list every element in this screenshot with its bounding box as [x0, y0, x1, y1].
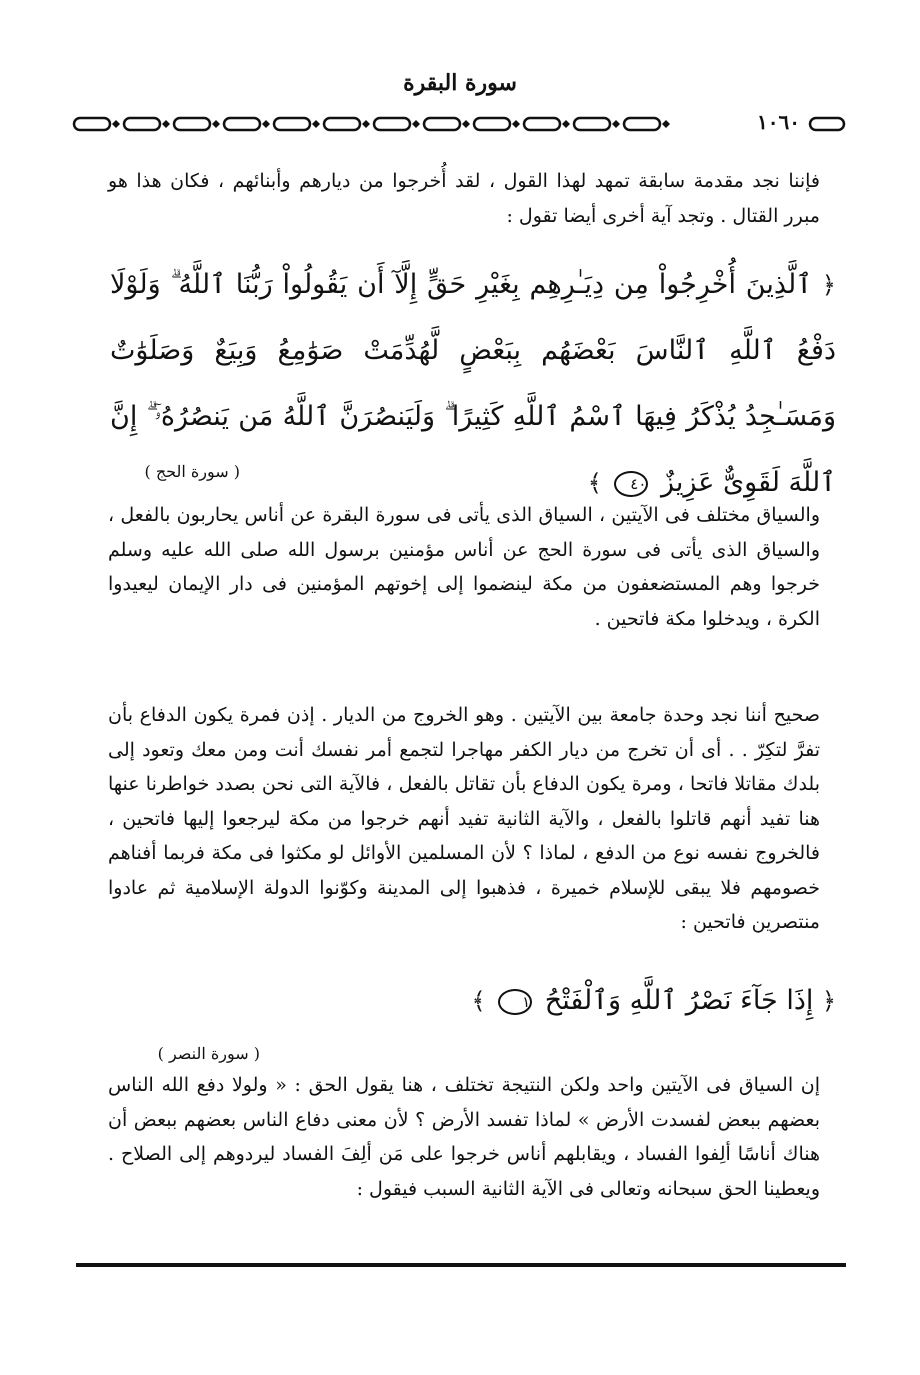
body-paragraph: إن السياق فى الآيتين واحد ولكن النتيجة تختلف ، هنا يقول الحق : « ولولا دفع الله الناس بعضهم ببعض لفسدت الأرض » لماذا تفسد الأرض ؟ لأن معنى دفاع الناس بعضهم ببعض أن هناك أناسًا ألِفوا الفساد ، ويقابلهم أناس خرجوا على مَن ألِفَ الفساد ليردوهم إلى الصلاح . ويعطينا الحق سبحانه وتعالى فى الآية الثانية السبب فيقول : [108, 1074, 820, 1200]
border-diamond [212, 120, 220, 128]
surah-title: سورة البقرة [403, 70, 517, 96]
verse-open-bracket: ﴿ [821, 987, 836, 1015]
border-diamond [612, 120, 620, 128]
border-diamond [362, 120, 370, 128]
border-diamond [312, 120, 320, 128]
border-link [274, 118, 310, 130]
body-paragraph: صحيح أننا نجد وحدة جامعة بين الآيتين . وهو الخروج من الديار . إذن فمرة يكون الدفاع بأن تفرَّ لتكِرّ . . أى أن تخرج من ديار الكفر مهاجرا لتجمع أمر نفسك أنت ومن معك وتعود إلى بلدك مقاتلا فاتحا ، ومرة يكون الدفاع بأن تقاتل بالفعل ، فالآية التى نحن بصدد خواطرنا عنها هنا تفيد أنهم قاتلوا بالفعل ، والآية الثانية تفيد أنهم خرجوا من مكة ليرجعوا إليها فاتحين ، فالخروج نفسه نوع من الدفع ، لماذا ؟ لأن المسلمين الأوائل لو مكثوا فى مكة فربما أفناهم خصومهم فلا يبقى للإسلام خميرة ، فذهبوا إلى المدينة وكوّنوا الدولة الإسلامية ثم عادوا منتصرين فاتحين : [108, 704, 820, 933]
verse-open-bracket: ﴿ [821, 271, 836, 299]
border-link [574, 118, 610, 130]
border-link [524, 118, 560, 130]
border-diamond [112, 120, 120, 128]
border-diamond [412, 120, 420, 128]
header-border-row [70, 112, 850, 136]
border-diamond [512, 120, 520, 128]
border-link [174, 118, 210, 130]
verse-close-bracket: ﴾ [471, 987, 486, 1015]
intro-paragraph: فإننا نجد مقدمة سابقة تمهد لهذا القول ، لقد أُخرجوا من ديارهم وأبنائهم ، فكان هذا هو مبرر القتال . وتجد آية أخرى أيضا تقول : [108, 170, 820, 227]
bottom-rule [76, 1263, 846, 1267]
border-link [74, 118, 110, 130]
border-diamond [462, 120, 470, 128]
verse-text: ٱلَّذِينَ أُخْرِجُواْ مِن دِيَـٰرِهِم بِغَيْرِ حَقٍّ إِلَّآ أَن يَقُولُواْ رَبُّنَا ٱللَّهُ ۗ وَلَوْلَا دَفْعُ ٱللَّهِ ٱلنَّاسَ بَعْضَهُم بِبَعْضٍ لَّهُدِّمَتْ صَوَٰمِعُ وَبِيَعٌ وَصَلَوَٰتٌ وَمَسَـٰجِدُ يُذْكَرُ فِيهَا ٱسْمُ ٱللَّهِ كَثِيرًا ۗ وَلَيَنصُرَنَّ ٱللَّهُ مَن يَنصُرُهُۥٓ ۗ إِنَّ ٱللَّهَ لَقَوِىٌّ عَزِيزٌ [110, 269, 836, 498]
verse-close-bracket: ﴾ [587, 469, 602, 497]
page-number: ١٠٦٠ [757, 110, 800, 134]
verse-source-label: ( سورة الحج ) [144, 462, 240, 481]
border-diamond [162, 120, 170, 128]
verse-source-label: ( سورة النصر ) [157, 1044, 260, 1063]
ornamental-border [70, 112, 850, 136]
border-diamond [562, 120, 570, 128]
ayah-number-marker: ٤٠ [614, 471, 648, 497]
verse-text: إِذَا جَآءَ نَصْرُ ٱللَّهِ وَٱلْفَتْحُ [544, 985, 814, 1016]
border-link [324, 118, 360, 130]
border-link [624, 118, 660, 130]
border-link [424, 118, 460, 130]
border-link [474, 118, 510, 130]
border-diamond [262, 120, 270, 128]
border-link [374, 118, 410, 130]
border-link [224, 118, 260, 130]
border-link [810, 118, 844, 130]
border-diamond [662, 120, 670, 128]
ayah-number-marker: ١ [498, 989, 532, 1015]
border-link [124, 118, 160, 130]
body-paragraph: والسياق مختلف فى الآيتين ، السياق الذى يأتى فى سورة البقرة عن أناس يحاربون بالفعل ، والسياق الذى يأتى فى سورة الحج عن أناس مؤمنين برسول الله صلى الله عليه وسلم خرجوا وهم المستضعفون من مكة لينضموا إلى إخوتهم المؤمنين فى دار الإيمان ليعيدوا الكرة ، ويدخلوا مكة فاتحين . [108, 504, 820, 630]
quran-verse-nasr [110, 968, 836, 1034]
